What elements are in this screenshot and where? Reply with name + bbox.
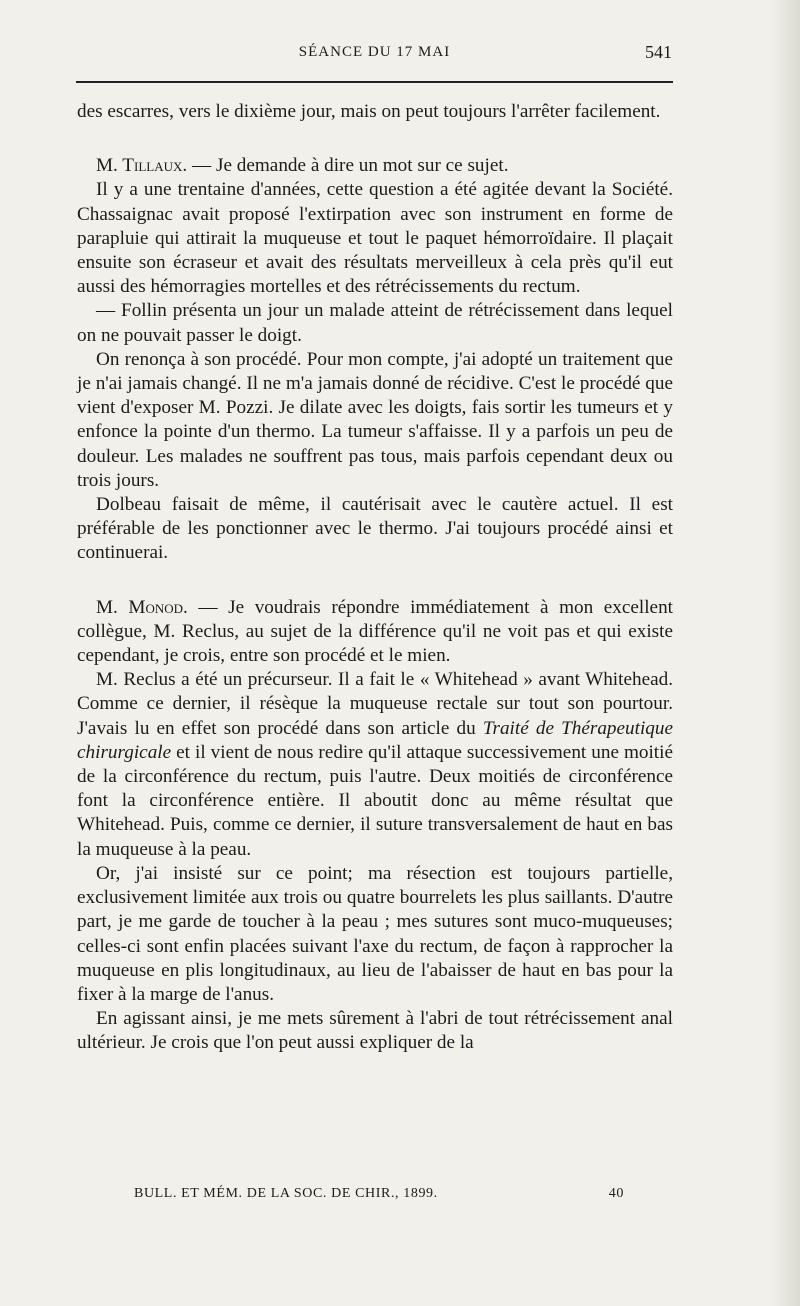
sheet-signature: 40 xyxy=(608,1186,624,1201)
paragraph-tillaux-intro xyxy=(77,154,673,178)
body-text xyxy=(77,100,673,1056)
paragraph: — Follin présenta un jour un malade atteint de rétrécissement dans lequel on ne pouvait passer le doigt. xyxy=(77,300,673,346)
page-number: 541 xyxy=(645,42,672,62)
running-header xyxy=(77,44,672,74)
page-footer xyxy=(134,1186,634,1206)
speaker-name: M. Monod. xyxy=(96,596,188,618)
header-rule xyxy=(76,81,673,83)
book-title: Traité de Thérapeutique chirurgicale xyxy=(77,717,674,763)
paragraph: Dolbeau faisait de même, il cautérisait avec le cautère actuel. Il est préférable de les ponctionner avec le thermo. J'ai toujours procédé ainsi et continuerai. xyxy=(77,494,673,564)
text-segment: M. Reclus a été un précurseur. Il a fait le « Whitehead » avant Whitehead. Comme ce dernier, il résèque la muqueuse rectale sur tout son pourtour. J'avais lu en effet son procédé dans son article du xyxy=(77,669,673,739)
running-title: SÉANCE DU 17 MAI xyxy=(298,44,451,60)
journal-signature: BULL. ET MÉM. DE LA SOC. DE CHIR., 1899. xyxy=(134,1186,438,1201)
page-edge-shadow xyxy=(770,0,800,1306)
speech-text: — Je demande à dire un mot sur ce sujet. xyxy=(187,155,509,177)
section-gap xyxy=(77,566,673,596)
paragraph-monod-intro xyxy=(77,596,673,669)
paragraph: On renonça à son procédé. Pour mon compte, j'ai adopté un traitement que je n'ai jamais changé. Il ne m'a jamais donné de récidive. C'est le procédé que vient d'exposer M. Pozzi. Je dilate avec les doigts, fais sortir les tumeurs et y enfonce la pointe d'un thermo. La tumeur s'affaisse. Il y a parfois un peu de douleur. Les malades ne souffrent pas tous, mais parfois cependant deux ou trois jours. xyxy=(77,348,673,491)
paragraph-continuation: des escarres, vers le dixième jour, mais on peut toujours l'arrêter facilement. xyxy=(77,101,661,122)
paragraph: Il y a une trentaine d'années, cette question a été agitée devant la Société. Chassaignac avait proposé l'extirpation avec son instrument en forme de parapluie qui attirait la muqueuse et tout le paquet hémorroïdaire. Il plaçait ensuite son écraseur et avait des résultats merveilleux à cela près qu'il eut aussi des hémorragies mortelles et des rétrécissements du rectum. xyxy=(77,179,673,298)
text-segment: et il vient de nous redire qu'il attaque successivement une moitié de la circonférence du rectum, puis l'autre. Deux moitiés de circonférence font la circonférence entière. Il aboutit donc au même résultat que Whitehead. Puis, comme ce dernier, il suture transversalement de haut en bas la muqueuse à la peau. xyxy=(77,741,673,860)
paragraph: Or, j'ai insisté sur ce point; ma résection est toujours partielle, exclusivement limitée aux trois ou quatre bourrelets les plus saillants. D'autre part, je me garde de toucher à la peau ; mes sutures sont muco-muqueuses; celles-ci sont enfin placées suivant l'axe du rectum, de façon à rapprocher la muqueuse en plis longitudinaux, au lieu de l'abaisser de haut en bas pour la fixer à la marge de l'anus. xyxy=(77,862,673,1005)
speech-text: — Je voudrais répondre immédiatement à mon excellent collègue, M. Reclus, au sujet de la différence qu'il ne voit pas et qui existe cependant, je crois, entre son procédé et le mien. xyxy=(77,596,673,667)
section-gap xyxy=(77,124,673,154)
paragraph-with-citation xyxy=(77,668,673,862)
speaker-name: M. Tillaux. xyxy=(96,155,188,177)
paragraph: En agissant ainsi, je me mets sûrement à l'abri de tout rétrécissement anal ultérieur. Je crois que l'on peut aussi expliquer de la xyxy=(77,1008,673,1054)
